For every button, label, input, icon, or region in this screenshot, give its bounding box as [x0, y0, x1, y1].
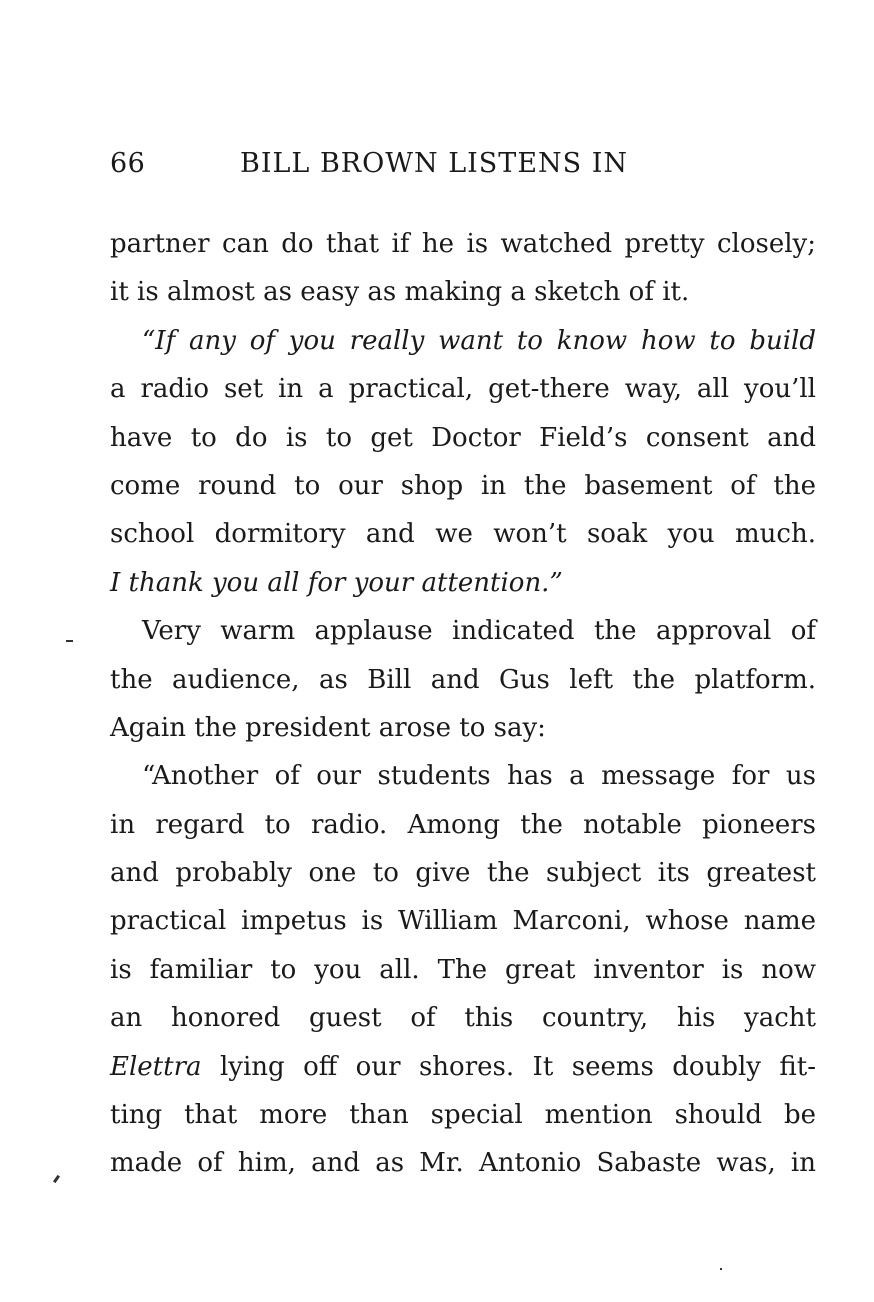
scan-speck [53, 1175, 60, 1183]
page-header [110, 148, 820, 188]
text-line [110, 317, 816, 365]
italic-quote: “If any of you really want to know how to build [142, 325, 816, 356]
scan-speck [66, 640, 73, 642]
text-line: and probably one to give the subject its greatest [110, 858, 816, 889]
body-text [110, 220, 816, 1188]
text-line: ting that more than special mention should be [110, 1100, 816, 1131]
text-line: Again the president arose to say: [110, 712, 546, 743]
text-line-rest: lying off our shores. It seems doubly fit- [201, 1051, 816, 1082]
text-line: an honored guest of this country, his yacht [110, 1003, 816, 1034]
text-line [110, 1043, 816, 1091]
text-line: have to do is to get Doctor Field’s consent and [110, 422, 816, 453]
text-line: it is almost as easy as making a sketch of it. [110, 277, 690, 308]
yacht-name: Elettra [110, 1051, 202, 1082]
text-line: school dormitory and we won’t soak you much. [110, 519, 816, 550]
text-line: a radio set in a practical, get-there way, all you’ll [110, 374, 816, 405]
text-line: I thank you all for your attention.” [110, 567, 563, 598]
scan-speck [720, 1268, 722, 1270]
text-line: is familiar to you all. The great inventor is now [110, 954, 816, 985]
text-line: in regard to radio. Among the notable pioneers [110, 809, 816, 840]
running-title: BILL BROWN LISTENS IN [240, 148, 629, 179]
text-line: partner can do that if he is watched pretty closely; [110, 229, 816, 259]
text-line: “Another of our students has a message for us [142, 761, 816, 792]
page-number: 66 [110, 148, 146, 179]
text-line: Very warm applause indicated the approval of [142, 616, 816, 647]
text-line: come round to our shop in the basement of the [110, 470, 816, 501]
text-line: practical impetus is William Marconi, whose name [110, 906, 816, 937]
text-line: made of him, and as Mr. Antonio Sabaste was, in [110, 1148, 816, 1179]
text-line: the audience, as Bill and Gus left the platform. [110, 664, 816, 695]
